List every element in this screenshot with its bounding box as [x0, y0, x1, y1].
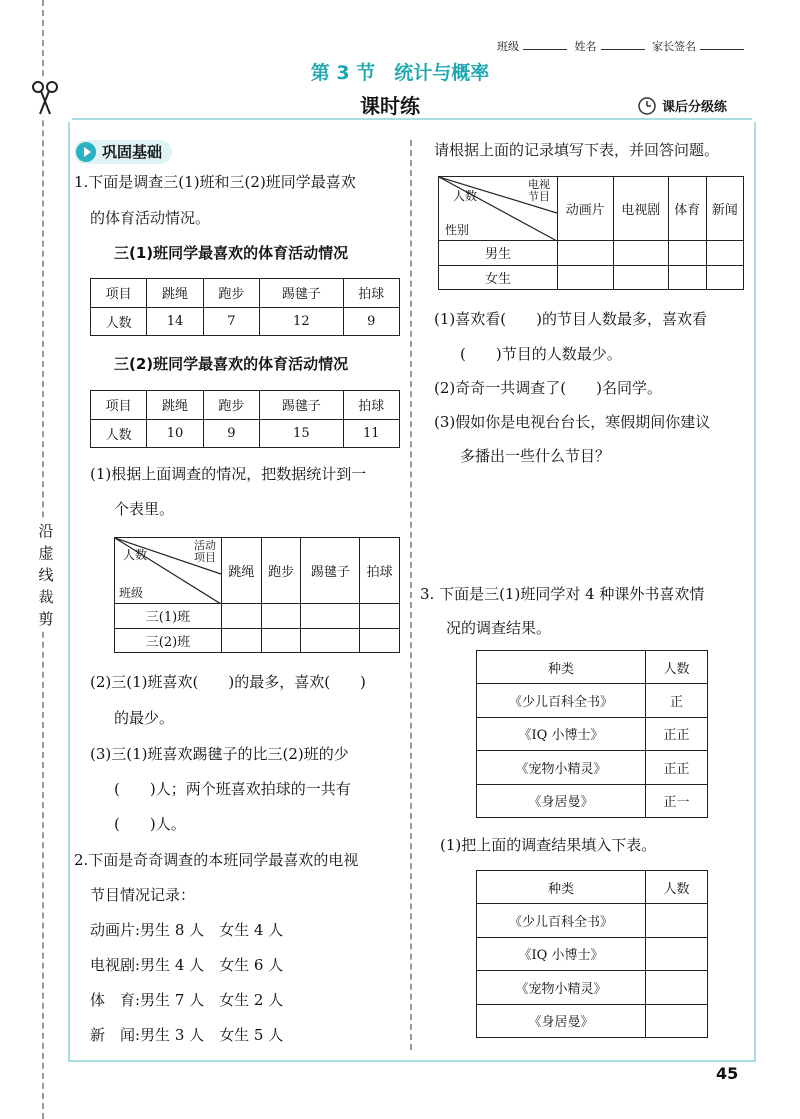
q2-part2: (2)奇奇一共调查了( )名同学。 [434, 379, 662, 397]
table-cell: 三(2)班 [115, 628, 222, 653]
answer-cell[interactable] [646, 937, 708, 970]
corner-bottom-label: 性别 [445, 223, 470, 237]
table-cell: 《少儿百科全书》 [477, 684, 646, 717]
page-subtitle: 课时练 [360, 94, 420, 118]
answer-cell[interactable] [222, 628, 262, 653]
class-label: 班级 [497, 40, 519, 53]
name-label: 姓名 [574, 40, 597, 53]
student-info-header [497, 38, 748, 54]
clock-icon [636, 94, 658, 116]
name-blank[interactable] [601, 49, 645, 50]
table-cell: 跳绳 [147, 279, 203, 308]
answer-cell[interactable] [669, 241, 706, 266]
answer-cell[interactable] [669, 265, 706, 290]
diagonal-header-cell [439, 177, 558, 241]
answer-cell[interactable] [706, 241, 744, 266]
q1-table1 [90, 278, 400, 336]
table-cell: 11 [343, 419, 399, 448]
answer-cell[interactable] [558, 241, 614, 266]
answer-cell[interactable] [261, 604, 301, 629]
column-divider [410, 140, 412, 1050]
answer-cell[interactable] [646, 971, 708, 1004]
q2-part1: (1)喜欢看( )的节目人数最多，喜欢看 [434, 310, 707, 328]
answer-cell[interactable] [360, 628, 400, 653]
corner-top-label: 电视节目 [528, 178, 550, 203]
q2-part3: (3)假如你是电视台台长，寒假期间你建议 [434, 413, 711, 431]
q1-table1-title: 三(1)班同学最喜欢的体育活动情况 [114, 244, 349, 262]
answer-cell[interactable] [646, 904, 708, 937]
table-cell: 14 [147, 307, 203, 336]
answer-cell[interactable] [222, 604, 262, 629]
table-cell: 体育 [669, 177, 706, 241]
q2-stem: 2.下面是奇奇调查的本班同学最喜欢的电视 [74, 851, 359, 869]
table-cell: 跑步 [261, 538, 301, 604]
page-number: 45 [716, 1064, 739, 1083]
cut-along-line-label: 沿 虚 线 裁 剪 [38, 522, 54, 628]
answer-cell[interactable] [360, 604, 400, 629]
table-cell: 拍球 [360, 538, 400, 604]
table-cell: 拍球 [343, 391, 399, 420]
diagonal-header-cell [115, 538, 222, 604]
q3-blank-table [476, 870, 708, 1038]
answer-cell[interactable] [706, 265, 744, 290]
play-icon [76, 142, 96, 162]
table-cell: 三(1)班 [115, 604, 222, 629]
class-blank[interactable] [523, 49, 567, 50]
table-cell: 10 [147, 419, 203, 448]
scissors-icon [30, 80, 60, 116]
q1-combined-table [114, 537, 400, 653]
table-cell: 种类 [477, 651, 646, 684]
table-cell: 《宠物小精灵》 [477, 971, 646, 1004]
q1-part1-cont: 个表里。 [114, 500, 175, 518]
q2-table [438, 176, 744, 290]
table-cell: 《IQ 小博士》 [477, 937, 646, 970]
section-tag: 巩固基础 [74, 140, 172, 164]
table-cell: 跳绳 [222, 538, 262, 604]
table-cell: 9 [203, 419, 259, 448]
table-cell: 正一 [646, 784, 708, 817]
answer-cell[interactable] [646, 1004, 708, 1037]
section-title: 第 3 节 统计与概率 [310, 62, 490, 84]
corner-left-label: 人数 [123, 548, 148, 562]
table-cell: 男生 [439, 241, 558, 266]
table-cell: 《身居曼》 [477, 784, 646, 817]
table-cell: 《身居曼》 [477, 1004, 646, 1037]
answer-cell[interactable] [301, 628, 360, 653]
table-cell: 踢毽子 [260, 391, 344, 420]
table-cell: 12 [260, 307, 344, 336]
q2-part1-cont: ( )节目的人数最少。 [460, 345, 622, 363]
q1-stem-cont: 的体育活动情况。 [90, 209, 211, 227]
q2-record: 新 闻:男生 3 人 女生 5 人 [90, 1026, 284, 1044]
table-cell: 踢毽子 [301, 538, 360, 604]
table-cell: 人数 [91, 307, 147, 336]
q1-part2: (2)三(1)班喜欢( )的最多，喜欢( ) [90, 673, 366, 691]
table-cell: 15 [260, 419, 344, 448]
q2-instruction: 请根据上面的记录填写下表，并回答问题。 [434, 141, 720, 159]
q1-part3-cont: ( )人；两个班喜欢拍球的一共有 [114, 780, 351, 798]
practice-badge: 课后分级练 [636, 94, 727, 116]
table-cell: 跳绳 [147, 391, 203, 420]
table-cell: 正正 [646, 717, 708, 750]
q1-part3-end: ( )人。 [114, 815, 186, 833]
header-divider [72, 118, 752, 120]
q1-part2-cont: 的最少。 [114, 709, 175, 727]
q2-record: 体 育:男生 7 人 女生 2 人 [90, 991, 284, 1009]
q3-part1: (1)把上面的调查结果填入下表。 [440, 836, 657, 854]
corner-top-label: 活动项目 [194, 539, 216, 564]
corner-bottom-label: 班级 [119, 586, 144, 600]
table-cell: 正正 [646, 751, 708, 784]
answer-cell[interactable] [613, 265, 669, 290]
q1-stem: 1.下面是调查三(1)班和三(2)班同学最喜欢 [74, 173, 356, 191]
table-cell: 正 [646, 684, 708, 717]
answer-cell[interactable] [261, 628, 301, 653]
table-cell: 7 [203, 307, 259, 336]
table-cell: 女生 [439, 265, 558, 290]
table-cell: 电视剧 [613, 177, 669, 241]
q1-part1: (1)根据上面调查的情况，把数据统计到一 [90, 465, 367, 483]
table-cell: 人数 [646, 871, 708, 904]
q3-survey-table [476, 650, 708, 818]
table-cell: 新闻 [706, 177, 744, 241]
table-cell: 人数 [646, 651, 708, 684]
q2-part3-cont: 多播出一些什么节目？ [460, 447, 611, 465]
q3-stem: 3. 下面是三(1)班同学对 4 种课外书喜欢情 [420, 585, 705, 603]
parent-signature-blank[interactable] [700, 49, 744, 50]
q1-table2-title: 三(2)班同学最喜欢的体育活动情况 [114, 355, 349, 373]
table-cell: 《少儿百科全书》 [477, 904, 646, 937]
q1-part3: (3)三(1)班喜欢踢毽子的比三(2)班的少 [90, 745, 349, 763]
table-cell: 种类 [477, 871, 646, 904]
q1-table2 [90, 390, 400, 448]
q2-record: 电视剧:男生 4 人 女生 6 人 [90, 956, 284, 974]
answer-cell[interactable] [301, 604, 360, 629]
corner-left-label: 人数 [453, 189, 478, 203]
table-cell: 跑步 [203, 279, 259, 308]
answer-cell[interactable] [613, 241, 669, 266]
table-cell: 动画片 [558, 177, 614, 241]
parent-signature-label: 家长签名 [652, 40, 696, 53]
table-cell: 《IQ 小博士》 [477, 717, 646, 750]
table-cell: 人数 [91, 419, 147, 448]
table-cell: 项目 [91, 279, 147, 308]
q3-stem-cont: 况的调查结果。 [446, 619, 552, 637]
table-cell: 9 [343, 307, 399, 336]
table-cell: 踢毽子 [260, 279, 344, 308]
q2-stem-cont: 节目情况记录： [90, 886, 196, 904]
answer-cell[interactable] [558, 265, 614, 290]
q2-record: 动画片:男生 8 人 女生 4 人 [90, 921, 284, 939]
table-cell: 项目 [91, 391, 147, 420]
table-cell: 跑步 [203, 391, 259, 420]
table-cell: 《宠物小精灵》 [477, 751, 646, 784]
table-cell: 拍球 [343, 279, 399, 308]
